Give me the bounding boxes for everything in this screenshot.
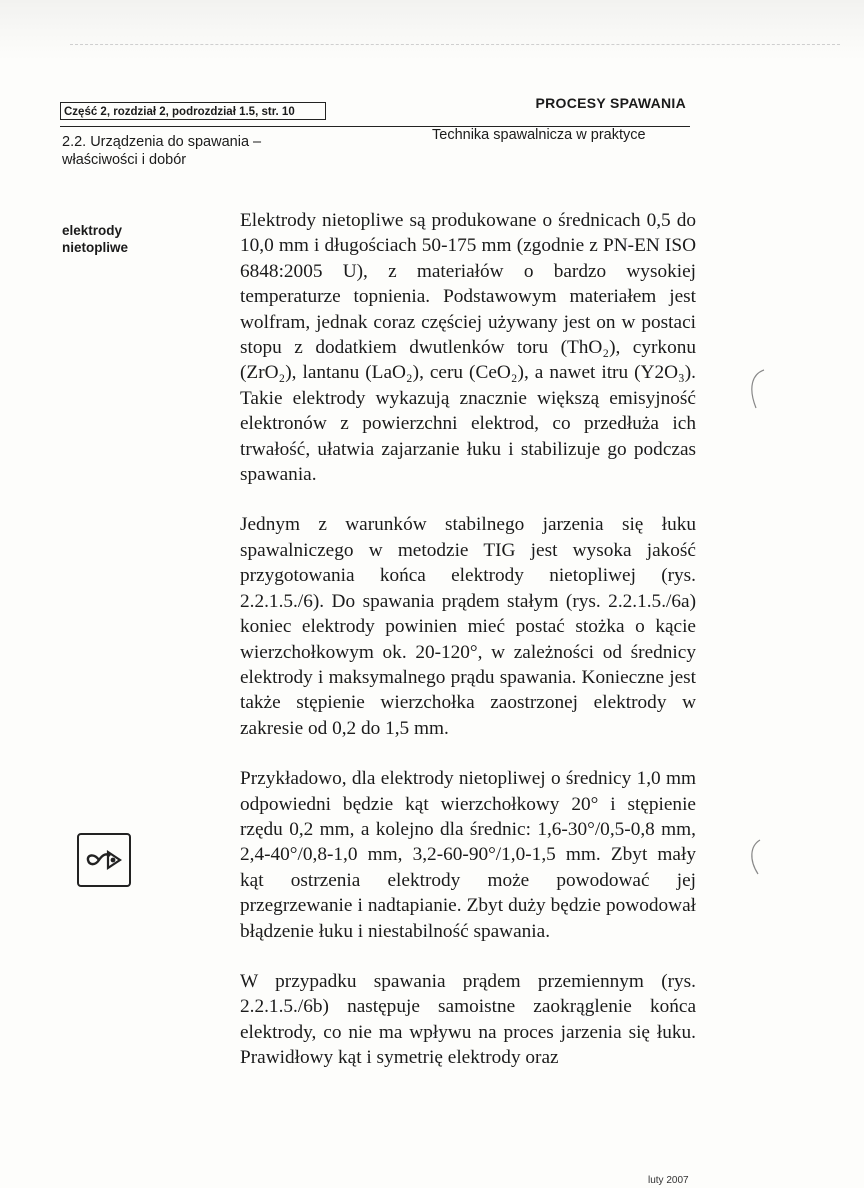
binder-hole-mark (744, 368, 768, 412)
margin-keyword (62, 222, 128, 256)
footer-date: luty 2007 (648, 1175, 689, 1186)
paragraph-ac-welding: W przypadku spawania prądem przemiennym (rys. 2.2.1.5./6b) następuje samoistne zaokrąglenie końca elektrody, co nie ma wpływu na proces jarzenia się łuku. Prawidłowy kąt i symetrię elektrody oraz (240, 970, 696, 1069)
scan-shadow (0, 0, 864, 60)
margin-keyword-line1: elektrody (62, 223, 123, 238)
paragraph-example: Przykładowo, dla elektrody nietopliwej o średnicy 1,0 mm odpowiedni będzie kąt wierzchołkowy 20° i stępienie rzędu 0,2 mm, a kolejno dla średnic: 1,6-30°/0,5-0,8 mm, 2,4-40°/0,8-1,0 mm, 3,2-60-90°/1,0-1,5 mm. Zbyt mały kąt ostrzenia elektrody może powodować jej przegrzewanie i nadtapianie. Zbyt duży będzie powodował błądzenie łuku i niestabilność spawania. (240, 768, 696, 942)
section-reference-box: Część 2, rozdział 2, podrozdział 1.5, str. 10 (60, 102, 326, 120)
scan-artifact (70, 44, 840, 46)
chapter-title-line1: 2.2. Urządzenia do spawania – (62, 134, 262, 150)
paragraph-tip-preparation: Jednym z warunków stabilnego jarzenia się łuku spawalniczego w metodzie TIG jest wysoka jakość przygotowania końca elektrody nietopliwej (rys. 2.2.1.5./6). Do spawania prądem stałym (rys. 2.2.1.5./6a) koniec elektrody powinien mieć postać stożka o kącie wierzchołkowym ok. 20-120°, w zależności od średnicy elektrody i maksymalnego prądu spawania. Konieczne jest także stępienie wierzchołka zaostrzonej elektrody w zakresie od 0,2 do 1,5 mm. (240, 514, 696, 739)
chapter-title-line2: właściwości i dobór (62, 152, 187, 168)
article-body (240, 208, 696, 1071)
margin-keyword-line2: nietopliwe (62, 240, 129, 255)
tip-icon-graphic (85, 847, 125, 873)
book-title: Technika spawalnicza w praktyce (432, 127, 646, 143)
paragraph-electrodes: Elektrody nietopliwe są produkowane o średnicach 0,5 do 10,0 mm i długościach 50-175 mm (zgodnie z PN-EN ISO 6848:2005 U), z materiałów o bardzo wysokiej temperaturze topnienia. Podstawowym materiałem jest wolfram, jednak coraz częściej używany jest on w postaci stopu z dodatkiem dwutlenków toru (ThO₂), cyrkonu (ZrO₂), lantanu (LaO₂), ceru (CeO₂), a nawet itru (Y2O₃). Takie elektrody wykazują znacznie większą emisyjność elektronów z powierzchni elektrod, co przedłuża ich trwałość, ułatwia zajarzanie łuku i stabilizuje go podczas spawania. (240, 210, 696, 486)
tip-icon (77, 833, 131, 887)
page-title: PROCESY SPAWANIA (535, 95, 686, 111)
chapter-title (62, 133, 261, 169)
binder-hole-mark (744, 838, 768, 878)
